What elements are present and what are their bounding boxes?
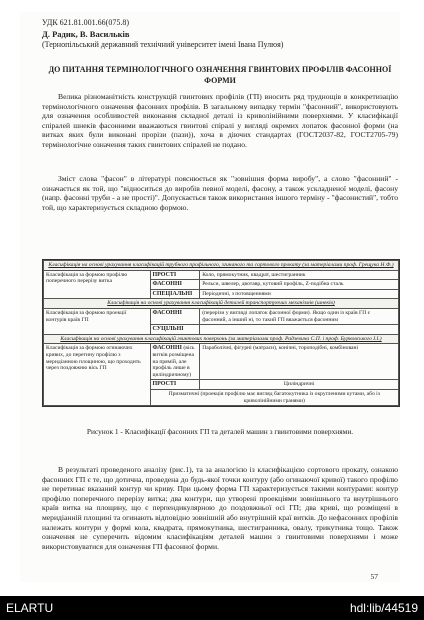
desc-prosti: Коло, прямокутник, квадрат, шестигранник xyxy=(200,270,399,280)
footer-right: hdl:lib/44519 xyxy=(349,601,418,615)
paragraph-3: В результаті проведеного аналізу (рис.1), та за аналогією із класифікацією сортового прокату, ознакою фасонних ГП є те, що дотична, проведена до будь-якої точки контуру (або огинаючої кривої) такого профілю не перетинає вказаний контур чи криву. При цьому форма ГП характеризується такими контурами: контур профілю поперечного перерізу витка; два контури, що утворені проекціями зовнішнього та внутрішнього країв витка на площину, що є перпендикулярною до поздовжньої осі ГП; два криві, що розміщені в меридіанній площині та огинають відповідно зовнішній або внутрішній краї витків. До нефасонних профілів належать контури у формі кола, квадрата, прямокутника, шестигранника, овалу, трикутника тощо. Також означення не суперечить відомим класифікаціям деталей машин з гвинтовими поверхнями і може використовуватися для означення ГП фасонної форми. xyxy=(42,465,398,551)
fasonni-3-types: Параболічні, фігурні (матраси), конічні, тороподібні, комбіновані xyxy=(200,344,399,380)
desc-sucilni xyxy=(200,325,399,335)
label-fasonni: ФАСОННІ xyxy=(150,280,200,290)
paragraph-1: Велика різноманітність конструкцій гвинтових профілів (ГП) вносить ряд труднощів в конкретизацію термінологічного означення фасонних профілів. В загальному випадку термін "фасонний", використовують для означення особливостей виконання складної деталі із криволінійними поверхнями. У класифікації спіралей шнеків фасонними вважаються гвинтові спіралі у вигляді окремих лопаток фасонної форми (на витках яких були виконані прорізи (пази)), хоча в діючих стандартах (ГОСТ2037-82, ГОСТ2705-79) термінологічне означення таких гвинтових спіралей не подано. xyxy=(42,92,398,149)
section-1-criterion: Класифікація за формою профілю поперечного перерізу витка xyxy=(44,270,151,299)
footer-left: ELARTU xyxy=(6,601,54,615)
desc-fasonni-3: (вісь витків розміщена на прямій, але профіль лише в циліндричному) xyxy=(152,345,195,378)
paragraph-2: Зміст слова "фасон" в літературі пояснюється як "зовнішня форма виробу", а слово "фасонний" - означається як той, що "відноситься до виробів певної моделі, фасону, а також ускладненої моделі, фасону (напр. фасонні труби - а не прості)". Допускається також використання іншого терміну - "фасонистий", тобто той, що характеризується складною формою. xyxy=(42,174,398,212)
classification-figure xyxy=(42,259,400,407)
classification-table xyxy=(43,260,399,406)
label-prosti-3: ПРОСТІ xyxy=(150,380,200,390)
label-specialni: СПЕЦІАЛЬНІ xyxy=(150,289,200,299)
fasonni-3-cell xyxy=(150,344,200,380)
label-prosti: ПРОСТІ xyxy=(150,270,200,280)
section-1-header: Класифікація на основі урахування класифікацій трубного профільного, згинаного та сортового прокату (за матеріалами проф. Грещука Н.Ф.) xyxy=(44,261,399,271)
figure-caption: Рисунок 1 - Класифікації фасонних ГП та деталей машин з гвинтовими поверхнями. xyxy=(86,427,354,436)
label-fasonni-3: ФАСОННІ xyxy=(152,345,182,352)
label-fasonni-2: ФАСОННІ xyxy=(150,308,200,324)
authors: Д. Радик, В. Васильків xyxy=(42,29,130,39)
desc-fasonni: Рельси, швелер, двотавр, кутовий профіль, Z-подібна сталь xyxy=(200,280,399,290)
label-sucilni: СУЦІЛЬНІ xyxy=(150,325,200,335)
document-page xyxy=(20,12,400,582)
desc-specialni: Періодичні, з потовщеннями xyxy=(200,289,399,299)
prismatic-types: Призматичні (проекція профілю має вигляд багатокутника із округленими кутами, або із криволінійними гранями) xyxy=(150,389,399,405)
section-3-criterion: Класифікація за формою огинаючих кривих, до перетину профілю з меридіанною площиною, що проходить через поздовжню вісь ГП xyxy=(44,344,151,406)
affiliation: (Тернопільський державний технічний університет імені Івана Пулюя) xyxy=(42,40,284,49)
repository-footer xyxy=(0,596,424,620)
page-number: 57 xyxy=(370,572,378,581)
section-2-header: Класифікація на основі урахування класифікацій деталей транспортуючих механізмів (шнеків) xyxy=(44,299,399,309)
desc-fasonni-2: (перерізи у вигляді лопаток фасонної форми). Якщо один із країв ГП є фасонний, а інший ні, то такий ГП вважається фасонним xyxy=(200,308,399,324)
udk-code: УДК 621.81.001.66(075.8) xyxy=(42,18,129,27)
article-title: ДО ПИТАННЯ ТЕРМІНОЛОГІЧНОГО ОЗНАЧЕННЯ ГВИНТОВИХ ПРОФІЛІВ ФАСОННОЇ ФОРМИ xyxy=(48,65,392,85)
section-3-header: Класифікація на основі урахування класифікацій гвинтових поверхонь (за матеріалами проф. Радзевича С.П. і проф. Бурковського І.І.) xyxy=(44,334,399,344)
section-2-criterion: Класифікація за формою проекції контурів країв ГП xyxy=(44,308,151,334)
prosti-3-types: Циліндричні xyxy=(200,380,399,390)
